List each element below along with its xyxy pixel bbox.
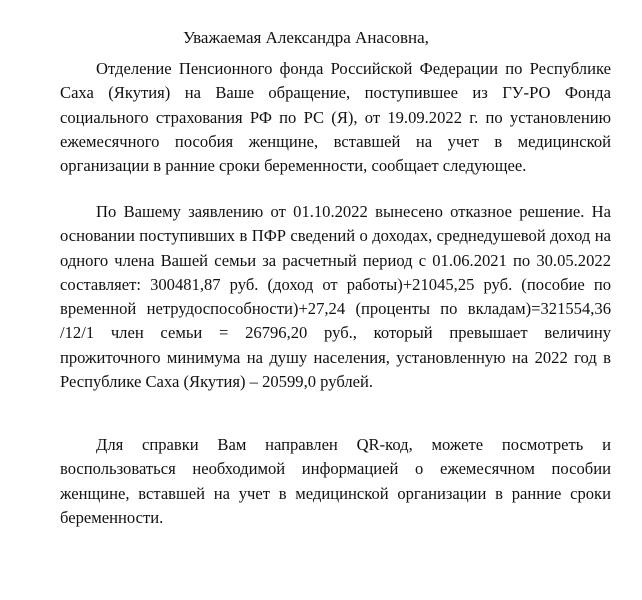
paragraph-refusal-decision: По Вашему заявлению от 01.10.2022 вынесено отказное решение. На основании поступивших в ПФР сведений о доходах, среднедушевой доход на одного члена Вашей семьи за расчетный период с 01.06.2021 по 30.05.2022 составляет: 300481,87 руб. (доход от работы)+21045,25 руб. (пособие по временной нетрудоспособности)+27,24 (проценты по вкладам)=321554,36 /12/1 член семьи = 26796,20 руб., который превышает величину прожиточного минимума на душу населения, установленную на 2022 год в Республике Саха (Якутия) – 20599,0 рублей.	[60, 202, 611, 392]
letter-greeting: Уважаемая Александра Анасовна,	[183, 28, 429, 47]
paragraph-appeal-response: Отделение Пенсионного фонда Российской Федерации по Республике Саха (Якутия) на Ваше обращение, поступившее из ГУ-РО Фонда социального страхования РФ по РС (Я), от 19.09.2022 г. по установлению ежемесячного пособия женщине, вставшей на учет в медицинской организации в ранние сроки беременности, сообщает следующее.	[60, 59, 611, 176]
paragraph-qr-reference: Для справки Вам направлен QR-код, можете посмотреть и воспользоваться необходимой информацией о ежемесячном пособии женщине, вставшей на учет в медицинской организации в ранние сроки беременности.	[60, 435, 611, 527]
